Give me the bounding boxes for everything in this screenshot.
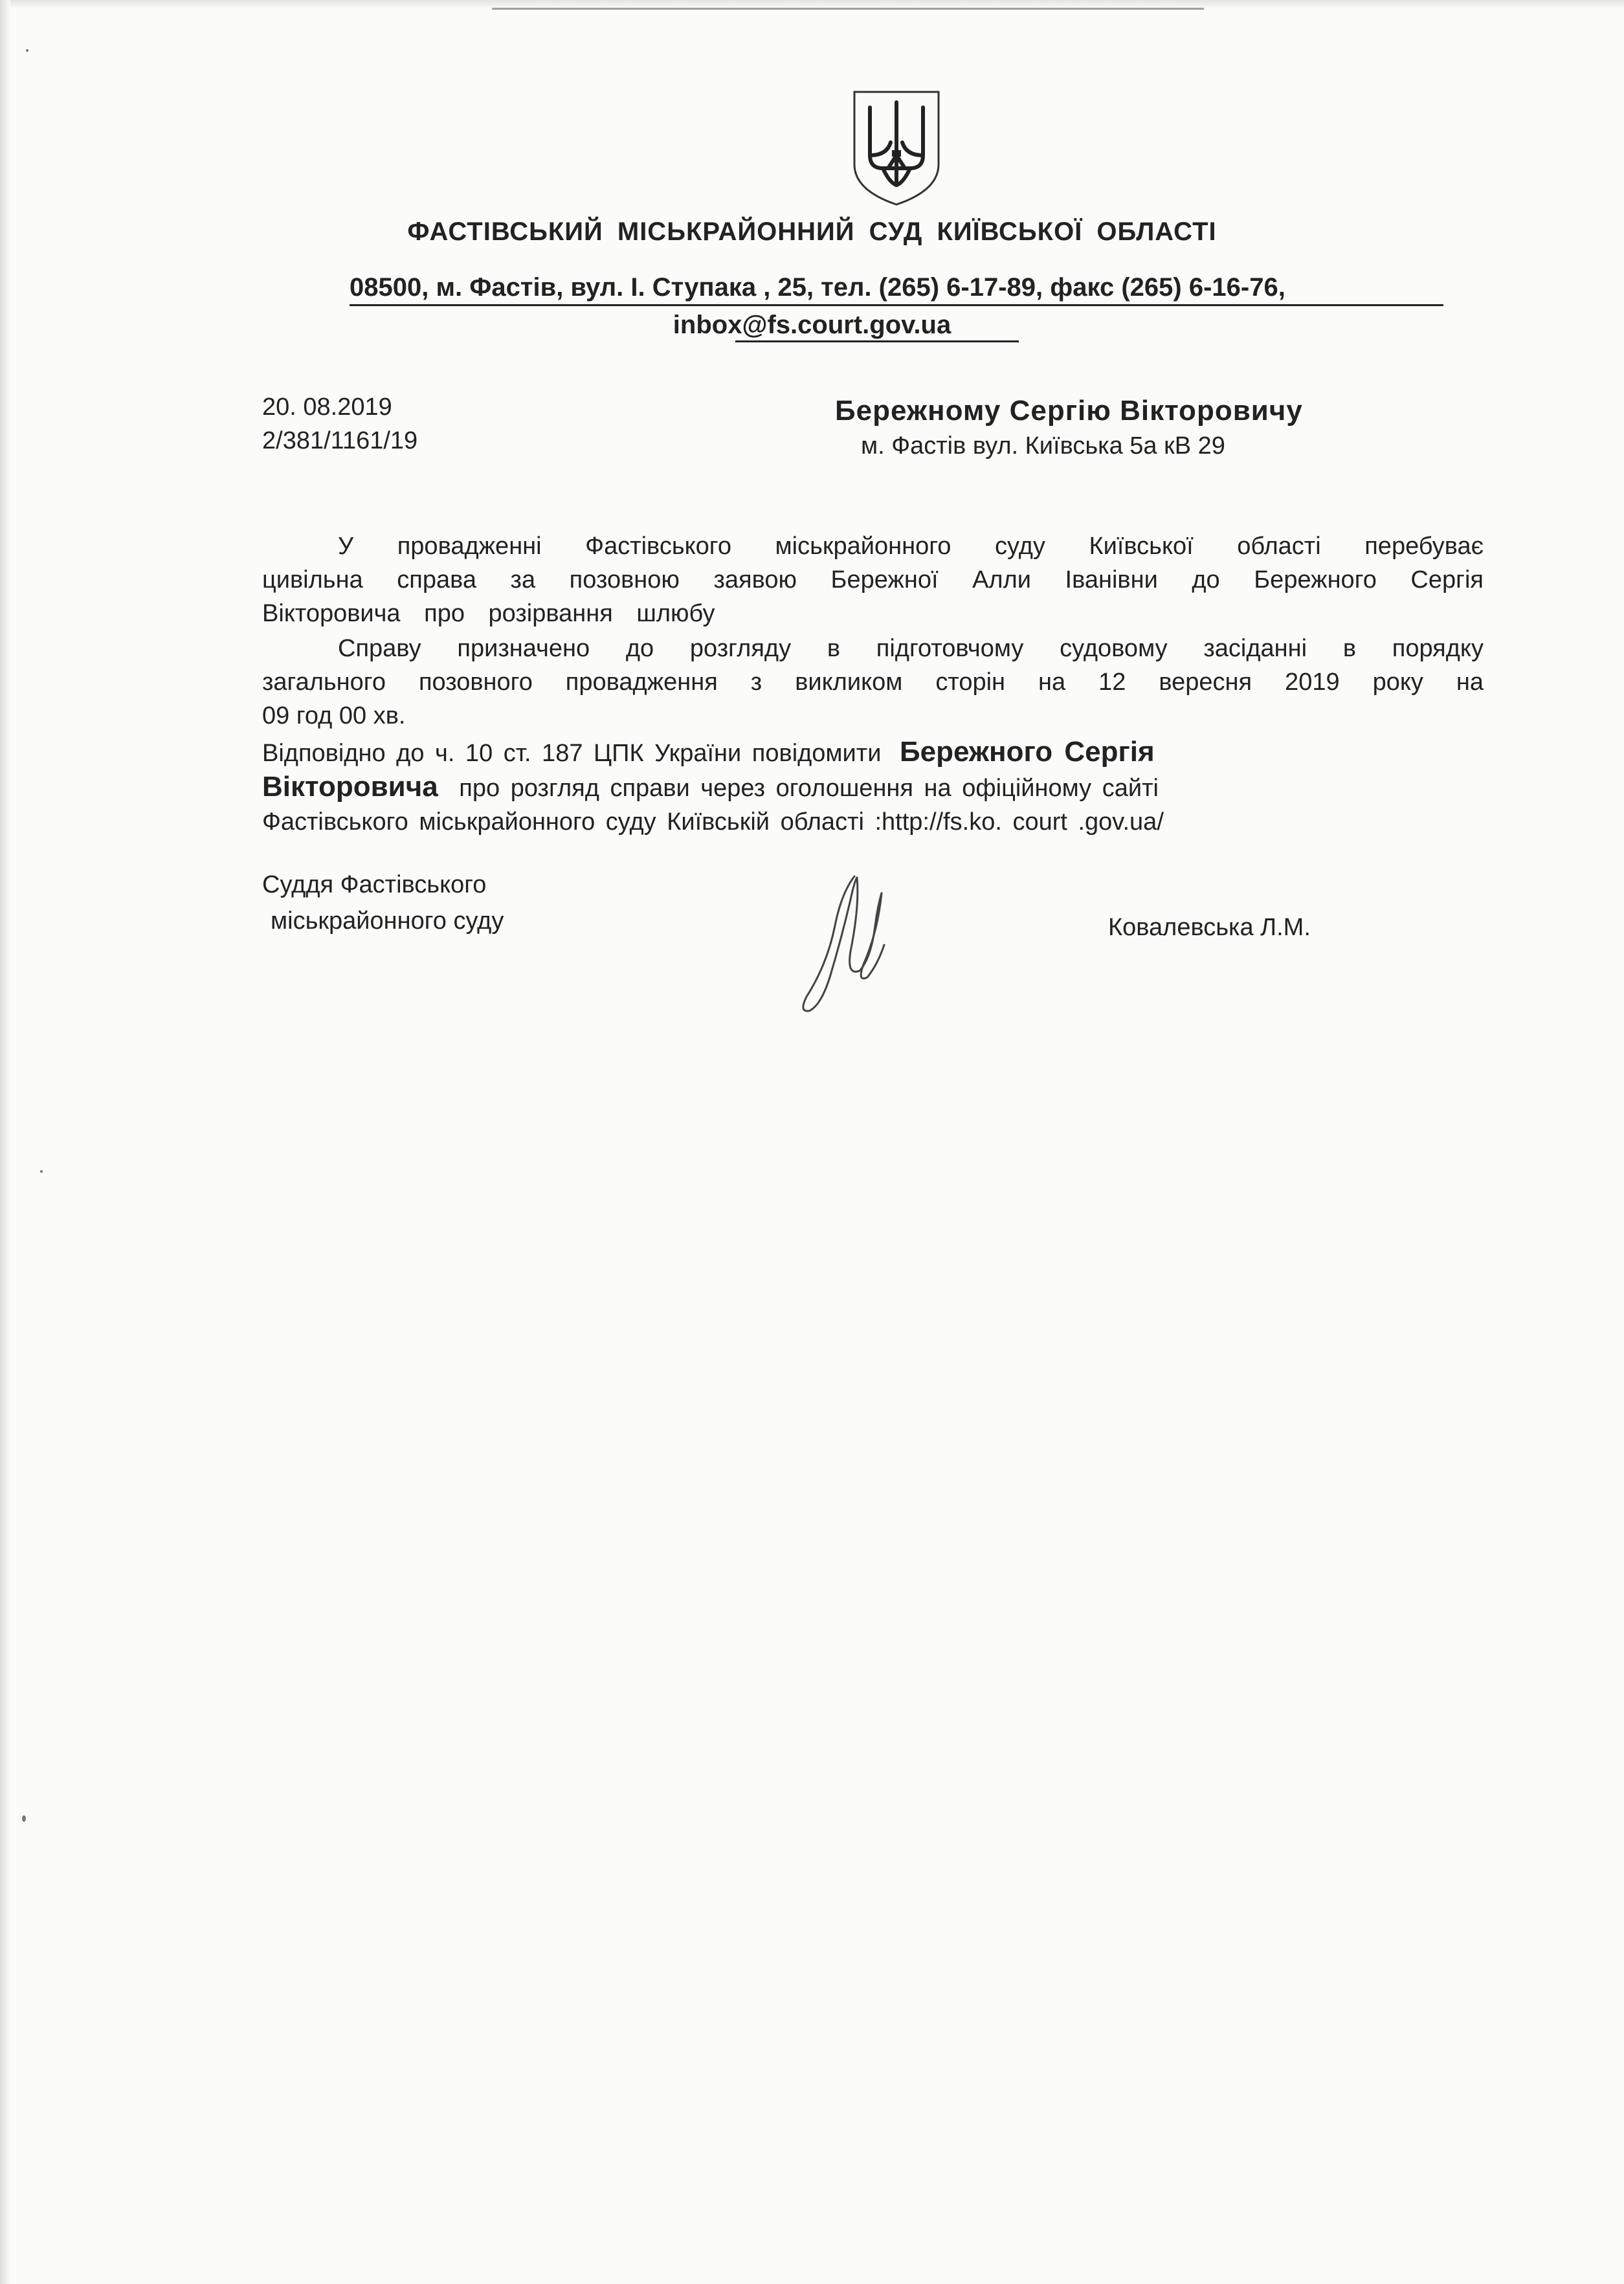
body-paragraph-1-line-3: Вікторовича про розірвання шлюбу [262,600,715,627]
recipient-address: м. Фастів вул. Київська 5а кВ 29 [861,432,1225,460]
document-reference: 2/381/1161/19 [262,427,418,454]
address-underline [350,304,1443,306]
body-paragraph-3-rest: про розгляд справи через оголошення на офіційному сайті [459,775,1159,802]
scan-left-edge [0,0,10,2284]
document-date: 20. 08.2019 [262,394,392,421]
body-paragraph-2-line-1: Справу призначено до розгляду в підготовчому судовому засіданні в порядку [338,635,1484,662]
body-paragraph-3-line-1 [262,735,1155,770]
body-paragraph-1-line-1: У провадженні Фастівського міськрайонного суду Київської області перебуває [338,533,1484,560]
court-name: ФАСТІВСЬКИЙ МІСЬКРАЙОННИЙ СУД КИЇВСЬКОЇ ОБЛАСТІ [407,217,1217,246]
body-paragraph-1-line-2: цивільна справа за позовною заявою Бережної Алли Іванівни до Бережного Сергія [262,566,1484,593]
judge-name: Ковалевська Л.М. [1108,914,1311,941]
scan-speck [40,1170,43,1173]
court-email: inbox@fs.court.gov.ua [673,311,951,339]
body-paragraph-2-line-2: загального позовного провадження з викликом сторін на 12 вересня 2019 року на [262,669,1484,696]
trident-coat-of-arms-icon [851,88,942,207]
court-address: 08500, м. Фастів, вул. І. Ступака , 25, тел. (265) 6-17-89, факс (265) 6-16-76, [350,273,1285,302]
handwritten-signature [787,867,904,1023]
judge-title-line-1: Суддя Фастівського [262,871,487,898]
judge-title-line-2: міськрайонного суду [271,907,504,935]
defendant-name-part-1: Бережного Сергія [899,736,1155,768]
scan-top-line [492,8,1204,10]
email-underline [735,340,1019,342]
body-paragraph-3-line-3: Фастівського міськрайонного суду Київській області :http://fs.ko. court .gov.ua/ [262,808,1164,836]
scan-speck [22,1815,26,1822]
body-paragraph-3-prefix: Відповідно до ч. 10 ст. 187 ЦПК України повідомити [262,740,882,767]
scan-speck [26,49,28,52]
body-paragraph-2-line-3: 09 год 00 хв. [262,702,406,729]
defendant-name-part-2: Вікторовича [262,771,438,803]
body-paragraph-3-line-2 [262,770,1159,805]
recipient-name: Бережному Сергію Вікторовичу [835,395,1303,427]
